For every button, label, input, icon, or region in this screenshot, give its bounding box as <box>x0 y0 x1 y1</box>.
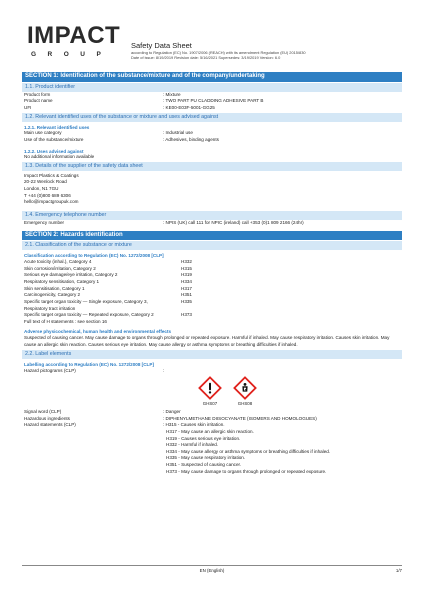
hazard-statement: H319 - Causes serious eye irritation. <box>166 435 241 441</box>
hazard-class: Carcinogenicity, Category 2 <box>24 292 81 298</box>
regulation-line: according to Regulation (EC) No. 1907/2006 (REACH) with its amendment Regulation (EU) 2015/830 <box>131 50 306 56</box>
hazard-statements-list <box>163 422 402 475</box>
hazard-code: H334 <box>181 279 192 285</box>
ufi-row <box>22 105 402 112</box>
hazard-statement: H373 - May cause damage to organs through prolonged or repeated exposure. <box>166 468 327 474</box>
hazard-code: H373 <box>181 312 192 318</box>
footer-language: EN (English) <box>199 568 225 573</box>
hazardous-ingredients-row <box>22 416 402 423</box>
minor-heading-adverse-effects: Adverse physicochemical, human health and environmental effects <box>24 328 172 334</box>
company-logo <box>27 24 123 59</box>
emergency-row <box>22 220 402 227</box>
hazard-class: Serious eye damage/eye irritation, Category 2 <box>24 272 118 278</box>
field-value: : Adhesives, binding agents <box>163 136 219 142</box>
hazard-class: Respiratory sensitisation, Category 1 <box>24 279 100 285</box>
minor-heading-relevant-uses: 1.2.1. Relevant identified uses <box>24 124 90 130</box>
pictograms-row <box>22 368 402 375</box>
supplier-city: London, N1 7GU <box>24 186 59 192</box>
document-header <box>131 41 401 61</box>
pictogram-code: GHS07 <box>202 401 218 407</box>
field-label: Product name <box>24 98 53 104</box>
pictogram-code: GHS08 <box>237 401 253 407</box>
ghs08-pictogram <box>232 376 258 407</box>
product-name-row <box>22 98 402 105</box>
hazard-statements-row <box>22 422 402 475</box>
section-2-heading: SECTION 2: Hazards identification <box>22 231 402 241</box>
field-value: : KE00-E03F-5001-GG25 <box>163 104 215 110</box>
field-label: UFI <box>24 104 32 110</box>
hazard-statement: H351 - Suspected of causing cancer. <box>166 462 242 468</box>
hazard-code: H315 <box>181 265 192 271</box>
field-label: Emergency number <box>24 219 65 225</box>
field-value: : NPIS (UK) call 111 for NPIC (ireland) call +353 (0)1 809 2166 (24hr) <box>163 219 304 225</box>
field-value: : TWO PART PU CLADDING ADHESIVE PART B <box>163 98 264 104</box>
subsection-1-4: 1.4. Emergency telephone number <box>22 211 402 220</box>
product-form-row <box>22 92 402 99</box>
health-hazard-icon <box>233 376 257 400</box>
hazard-class: Acute toxicity (inhal.), Category 4 <box>24 259 92 265</box>
full-text-note: Full text of H statements : see section 16 <box>24 318 107 324</box>
classification-row <box>22 292 402 299</box>
hazard-class-cont: Respiratory tract irritation <box>24 305 76 311</box>
supplier-email[interactable]: hello@impactgroupuk.com <box>24 199 79 205</box>
section-1-heading: SECTION 1: Identification of the substance/mixture and of the company/undertaking <box>22 72 402 82</box>
hazard-statement: H334 - May cause allergy or asthma symptoms or breathing difficulties if inhaled. <box>166 448 331 454</box>
field-label: Hazardous ingredients <box>24 415 70 421</box>
page-footer <box>22 565 402 573</box>
field-label: Use of the substance/mixture <box>24 136 84 142</box>
field-label: Main use category <box>24 130 62 136</box>
revision-line: Date of issue: 8/19/2019 Revision date: 5/16/2021 Supersedes: 3/19/2019 Version: 6.0 <box>131 55 281 61</box>
logo-sub-text: GROUP <box>31 51 113 58</box>
hazard-code: H317 <box>181 285 192 291</box>
minor-heading-uses-advised-against: 1.2.2. Uses advised against <box>24 148 84 154</box>
subsection-2-1: 2.1. Classification of the substance or mixture <box>22 241 402 250</box>
minor-heading-classification: Classification according to Regulation (EC) No. 1272/2008 [CLP] <box>24 253 164 259</box>
field-value: : Danger <box>163 408 181 414</box>
classification-row-stot-re <box>22 312 402 319</box>
field-value: : DIPHENYLMETHANE DIISOCYANATE (ISOMERS AND HOMOLOGUES) <box>163 415 317 421</box>
supplier-name: Impact Plastics & Coatings <box>24 172 79 178</box>
document-body <box>22 72 402 475</box>
minor-heading-labelling: Labelling according to Regulation (EC) No. 1272/2008 [CLP] <box>24 362 154 367</box>
hazard-class: Specific target organ toxicity — Repeated exposure, Category 2 <box>24 312 154 318</box>
no-info-text: No additional information available <box>24 154 95 160</box>
use-row <box>22 137 402 144</box>
hazard-class: Specific target organ toxicity — Single exposure, Category 3, <box>24 298 148 304</box>
classification-row-stot-se <box>22 299 402 312</box>
hazard-code: H335 <box>181 298 192 304</box>
hazard-class: Skin corrosion/irritation, Category 2 <box>24 265 96 271</box>
field-value: : Industrial use <box>163 130 193 136</box>
field-label: Signal word (CLP) <box>24 408 62 414</box>
document-title: Safety Data Sheet <box>131 41 192 50</box>
logo-main-text: IMPACT <box>27 22 121 49</box>
field-value: : <box>163 367 165 373</box>
hazard-statement: H332 - Harmful if inhaled. <box>166 442 219 448</box>
pictogram-group <box>197 376 402 407</box>
classification-row <box>22 286 402 293</box>
field-label: Hazard statements (CLP) <box>24 422 76 428</box>
classification-row <box>22 259 402 266</box>
supplier-street: 20-22 Wenlock Road <box>24 179 67 185</box>
exclamation-mark-icon <box>198 376 222 400</box>
supplier-phone: T +44 (0)800 689 6306 <box>24 192 71 198</box>
hazard-statement: H317 - May cause an allergic skin reaction. <box>166 428 254 434</box>
main-use-row <box>22 130 402 137</box>
subsection-1-1: 1.1. Product identifier <box>22 83 402 92</box>
hazard-code: H332 <box>181 259 192 265</box>
field-label: Product form <box>24 91 51 97</box>
footer-page-number: 1/7 <box>395 568 402 573</box>
classification-row <box>22 266 402 273</box>
hazard-class: Skin sensitisation, Category 1 <box>24 285 85 291</box>
adverse-effects-text: Suspected of causing cancer. May cause damage to organs through prolonged or repeated exposure. Harmful if inhaled. May cause respiratory irritation. Causes skin irritation. May cause an allergic skin reaction. Causes serious eye irritation. May cause allergy or asthma symptoms or breathing difficulties if inhaled. <box>24 335 390 348</box>
hazard-code: H351 <box>181 292 192 298</box>
field-value: : Mixture <box>163 91 181 97</box>
classification-row <box>22 272 402 279</box>
classification-row <box>22 279 402 286</box>
hazard-statement: H335 - May cause respiratory irritation. <box>166 455 246 461</box>
subsection-2-2: 2.2. Label elements <box>22 350 402 359</box>
signal-word-row <box>22 409 402 416</box>
hazard-code: H319 <box>181 272 192 278</box>
subsection-1-3: 1.3. Details of the supplier of the safety data sheet <box>22 162 402 171</box>
subsection-1-2: 1.2. Relevant identified uses of the substance or mixture and uses advised against <box>22 113 402 122</box>
hazard-statement: : H315 - Causes skin irritation. <box>163 422 225 428</box>
ghs07-pictogram <box>197 376 223 407</box>
field-label: Hazard pictograms (CLP) <box>24 367 76 373</box>
